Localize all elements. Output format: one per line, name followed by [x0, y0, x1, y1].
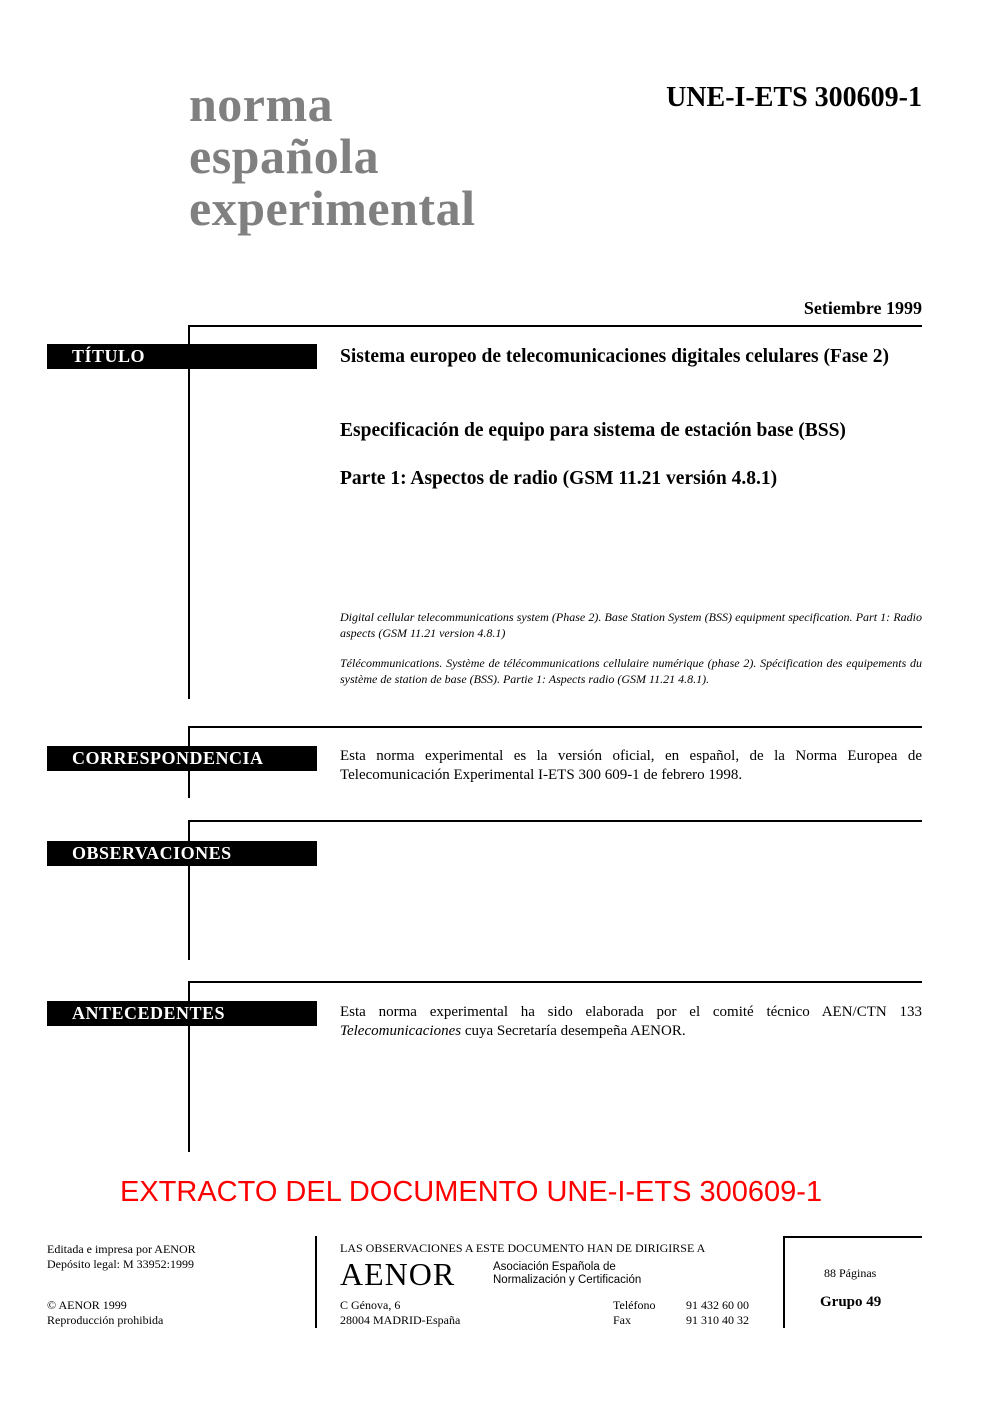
aenor-logo: AENOR — [340, 1256, 456, 1292]
titulo-vertical-line — [188, 325, 190, 699]
english-title: Digital cellular telecommunications system (Phase 2). Base Station System (BSS) equipment specification. Part 1: Radio aspects (GSM 11.21 version 4.8.1) — [340, 610, 922, 640]
page-count: 88 Páginas — [824, 1266, 877, 1280]
footer-reproduction: Reproducción prohibida — [47, 1313, 164, 1327]
antecedentes-text-start: Esta norma experimental ha sido elaborada por el comité técnico AEN/CTN 133 — [340, 1004, 922, 1020]
document-type-title — [189, 78, 475, 234]
footer-divider-left — [315, 1236, 317, 1328]
aenor-full-name — [493, 1261, 641, 1287]
title-main: Sistema europeo de telecomunicaciones digitales celulares (Fase 2) — [340, 346, 889, 367]
phone-number: 91 432 60 00 — [686, 1298, 749, 1312]
brand-line-3: experimental — [189, 180, 476, 236]
correspondencia-text: Esta norma experimental es la versión oficial, en español, de la Norma Europea de Telecomunicación Experimental I-ETS 300 609-1 de febrero 1998. — [340, 748, 922, 783]
correspondencia-label: CORRESPONDENCIA — [47, 746, 317, 771]
address-line-2: 28004 MADRID-España — [340, 1313, 461, 1327]
antecedentes-label: ANTECEDENTES — [47, 1001, 317, 1026]
committee-name: Telecomunicaciones — [340, 1023, 462, 1039]
brand-line-1: norma — [189, 76, 334, 132]
brand-line-2: española — [189, 128, 380, 184]
footer-deposit: Depósito legal: M 33952:1999 — [47, 1257, 194, 1271]
titulo-label: TÍTULO — [47, 344, 317, 369]
footer-copyright: © AENOR 1999 — [47, 1298, 127, 1312]
publication-date: Setiembre 1999 — [803, 298, 922, 318]
fax-number: 91 310 40 32 — [686, 1313, 749, 1327]
observations-notice: LAS OBSERVACIONES A ESTE DOCUMENTO HAN DE DIRIGIRSE A — [340, 1241, 706, 1255]
aenor-name-line-2: Normalización y Certificación — [493, 1274, 642, 1286]
address-line-1: C Génova, 6 — [340, 1298, 401, 1312]
observaciones-divider — [188, 820, 922, 822]
observaciones-label: OBSERVACIONES — [47, 841, 317, 866]
footer-box-left — [783, 1236, 785, 1328]
footer-edited: Editada e impresa por AENOR — [47, 1242, 196, 1256]
price-group: Grupo 49 — [820, 1294, 882, 1310]
antecedentes-text-end: cuya Secretaría desempeña AENOR. — [461, 1023, 686, 1039]
title-subtitle-1: Especificación de equipo para sistema de estación base (BSS) — [340, 420, 846, 441]
extract-notice: EXTRACTO DEL DOCUMENTO UNE-I-ETS 300609-1 — [120, 1176, 823, 1208]
fax-label: Fax — [613, 1313, 631, 1327]
aenor-name-line-1: Asociación Española de — [493, 1261, 616, 1273]
french-title: Télécommunications. Système de télécommunications cellulaire numérique (phase 2). Spécification des equipements du système de station de base (BSS). Partie 1: Aspects radio (GSM 11.21 4.8.1). — [340, 656, 922, 686]
antecedentes-divider — [188, 981, 922, 983]
antecedentes-text — [340, 1003, 922, 1041]
phone-label: Teléfono — [613, 1298, 656, 1312]
standard-code: UNE-I-ETS 300609-1 — [666, 82, 922, 113]
title-subtitle-2: Parte 1: Aspectos de radio (GSM 11.21 versión 4.8.1) — [340, 468, 778, 489]
titulo-divider — [188, 325, 922, 327]
correspondencia-divider — [188, 726, 922, 728]
footer-box-top — [783, 1236, 922, 1238]
